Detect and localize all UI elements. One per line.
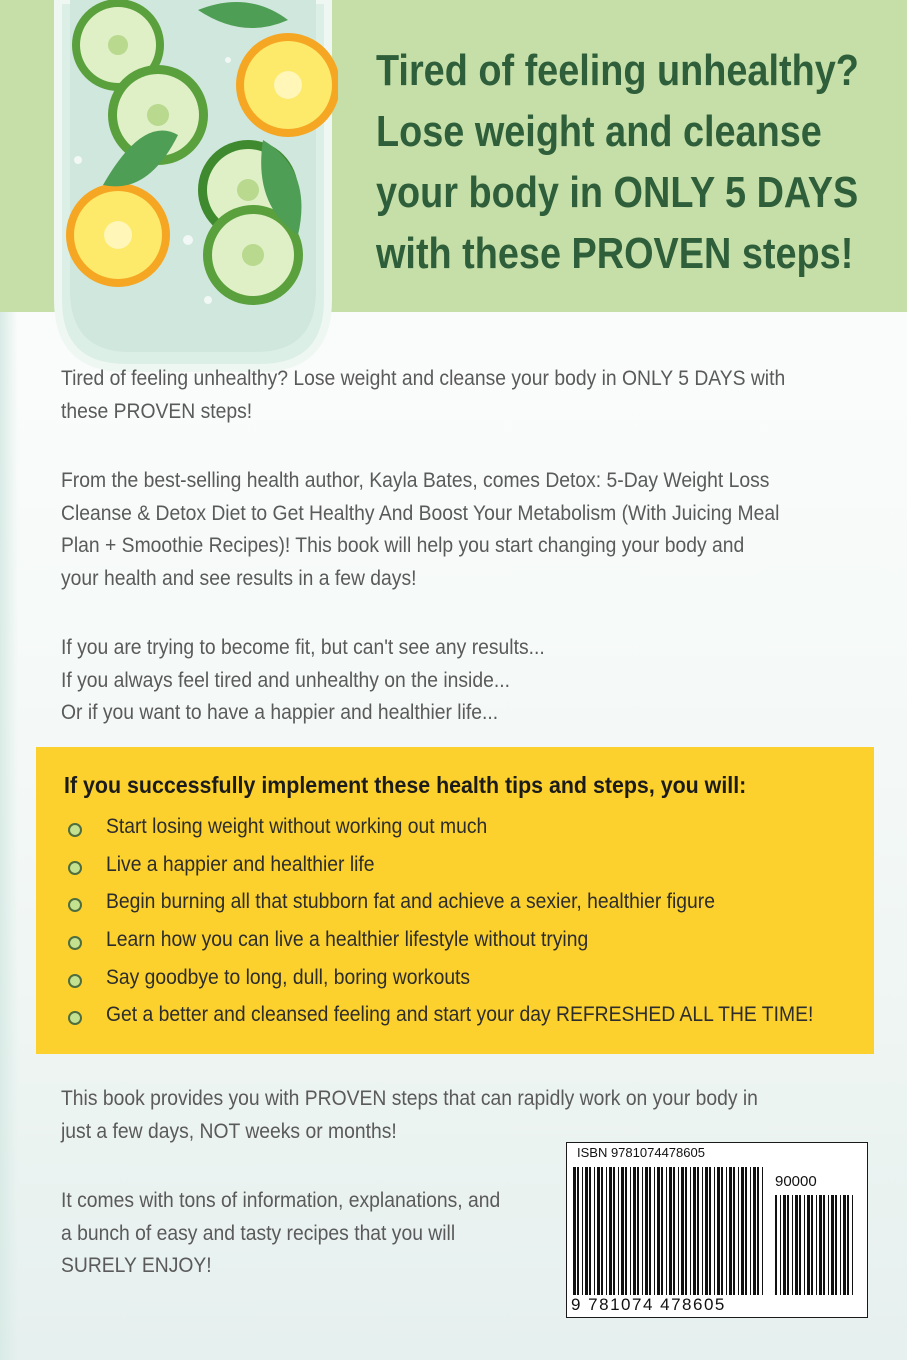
benefit-text: Say goodbye to long, dull, boring workouts [106, 966, 471, 989]
conditions-line: Or if you want to have a happier and healthier life... [61, 701, 499, 724]
benefit-item [68, 966, 868, 996]
headline-line: Tired of feeling unhealthy? [376, 46, 859, 95]
headline [376, 40, 859, 284]
benefit-text: Live a happier and healthier life [106, 853, 375, 876]
bullet-icon [68, 861, 82, 875]
bullet-icon [68, 823, 82, 837]
bullet-icon [68, 936, 82, 950]
headline-line: your body in ONLY 5 DAYS [376, 168, 859, 217]
benefit-item [68, 1003, 868, 1033]
closing-paragraph [61, 1083, 758, 1148]
extra-line: It comes with tons of information, explanations, and [61, 1189, 501, 1212]
isbn-barcode [566, 1142, 868, 1318]
benefits-box [36, 747, 874, 1054]
isbn-number: 9 781074 478605 [571, 1295, 726, 1314]
benefits-heading: If you successfully implement these health tips and steps, you will: [64, 772, 747, 798]
bullet-icon [68, 898, 82, 912]
benefit-text: Get a better and cleansed feeling and start your day REFRESHED ALL THE TIME! [106, 1003, 814, 1026]
left-edge-strip [0, 312, 18, 1360]
benefit-text: Learn how you can live a healthier lifestyle without trying [106, 928, 589, 951]
isbn-label: ISBN 9781074478605 [577, 1145, 705, 1160]
bullet-icon [68, 974, 82, 988]
intro-line: Tired of feeling unhealthy? Lose weight and cleanse your body in ONLY 5 DAYS with [61, 367, 786, 390]
conditions-paragraph [61, 632, 545, 730]
bullet-icon [68, 1011, 82, 1025]
extra-line: a bunch of easy and tasty recipes that you will [61, 1221, 456, 1245]
barcode-bars [573, 1167, 763, 1295]
benefit-text: Start losing weight without working out much [106, 815, 488, 838]
closing-line: just a few days, NOT weeks or months! [61, 1119, 397, 1143]
conditions-line: If you always feel tired and unhealthy on the inside... [61, 668, 510, 692]
headline-line: Lose weight and cleanse [376, 107, 822, 156]
benefit-item [68, 815, 868, 845]
conditions-line: If you are trying to become fit, but can't see any results... [61, 636, 545, 659]
intro-paragraph [61, 363, 785, 428]
benefit-item [68, 853, 868, 883]
description-line: your health and see results in a few days! [61, 566, 417, 590]
infused-water-jar-illustration [48, 0, 338, 372]
addon-barcode-bars [775, 1195, 857, 1295]
closing-line: This book provides you with PROVEN steps that can rapidly work on your body in [61, 1087, 758, 1110]
benefit-item [68, 928, 868, 958]
description-line: From the best-selling health author, Kayla Bates, comes Detox: 5-Day Weight Loss [61, 469, 770, 492]
headline-line: with these PROVEN steps! [376, 229, 854, 278]
benefit-text: Begin burning all that stubborn fat and achieve a sexier, healthier figure [106, 890, 715, 913]
intro-line: these PROVEN steps! [61, 399, 253, 423]
extra-paragraph [61, 1185, 500, 1283]
description-line: Plan + Smoothie Recipes)! This book will help you start changing your body and [61, 534, 745, 557]
benefit-item [68, 890, 868, 920]
price-code: 90000 [775, 1173, 817, 1190]
description-paragraph [61, 465, 779, 595]
extra-line: SURELY ENJOY! [61, 1254, 212, 1277]
description-line: Cleanse & Detox Diet to Get Healthy And Boost Your Metabolism (With Juicing Meal [61, 501, 780, 525]
